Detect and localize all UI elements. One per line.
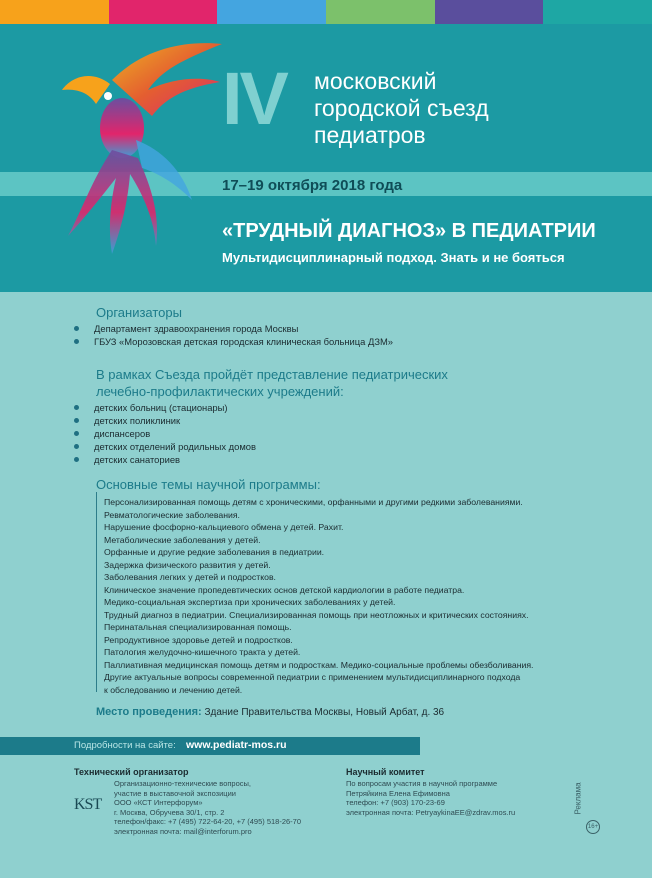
topics-list [104, 496, 533, 696]
list-item: Нарушение фосфорно-кальциевого обмена у детей. Рахит. [104, 522, 344, 532]
list-item: Задержка физического развития у детей. [104, 559, 271, 570]
advertising-mark [573, 772, 600, 838]
institutions-heading: В рамках Съезда пройдёт представление педиатрических лечебно-профилактических учреждений: [96, 367, 448, 399]
list-item: Метаболические заболевания у детей. [104, 534, 261, 545]
bullet-icon [74, 339, 79, 344]
website-label: Подробности на сайте: [74, 740, 176, 751]
tech-organizer-details: Организационно-технические вопросы, участие в выставочной экспозиции ООО «КСТ Интерфорум» г. Москва, Обручева 30/1, стр. 2 телефон/факс: +7 (495) 722-64-20, +7 (495) 518-26-70 электронная почта: mail@interforum.pro [114, 779, 302, 836]
list-item: ГБУЗ «Морозовская детская городская клиническая больница ДЗМ» [74, 335, 393, 348]
organizers-list [74, 322, 393, 348]
stripe [435, 0, 544, 24]
stripe [217, 0, 326, 24]
event-dates: 17–19 октября 2018 года [222, 177, 403, 194]
list-item: к обследованию и лечению детей. [104, 684, 243, 695]
kst-logo: KST [74, 796, 102, 813]
stripe [109, 0, 218, 24]
venue-label: Место проведения: [96, 706, 202, 718]
list-item: диспансеров [74, 427, 256, 440]
list-item: Ревматологические заболевания. [104, 509, 240, 520]
bullet-icon [74, 444, 79, 449]
topics-heading: Основные темы научной программы: [96, 477, 321, 492]
bullet-icon [74, 405, 79, 410]
website-link[interactable]: www.pediatr-mos.ru [186, 739, 287, 751]
website-bar [0, 737, 420, 755]
venue-value: Здание Правительства Москвы, Новый Арбат, д. 36 [204, 707, 445, 718]
list-item: Заболевания легких у детей и подростков. [104, 572, 276, 582]
list-item: детских санаториев [74, 453, 256, 466]
list-item: детских поликлиник [74, 414, 256, 427]
tech-organizer-heading: Технический организатор [74, 767, 189, 777]
stripe [326, 0, 435, 24]
congress-title [314, 68, 489, 149]
title-line: городской съезд [314, 95, 489, 121]
list-item: Паллиативная медицинская помощь детям и подросткам. Медико-социальные проблемы обезболивания. [104, 659, 534, 670]
list-item: детских больниц (стационары) [74, 401, 256, 414]
stripe [0, 0, 109, 24]
title-line: московский [314, 68, 437, 94]
sci-committee-heading: Научный комитет [346, 767, 425, 777]
institutions-list [74, 401, 256, 466]
list-item: Трудный диагноз в педиатрии. Специализированная помощь при неотложных и критических состояниях. [104, 609, 529, 620]
bullet-icon [74, 431, 79, 436]
organizers-heading: Организаторы [96, 305, 182, 320]
list-item: Орфанные и другие редкие заболевания в педиатрии. [104, 547, 325, 557]
list-item: Другие актуальные вопросы современной педиатрии с применением мультидисциплинарного подхода [104, 672, 521, 682]
ad-label: Реклама [573, 782, 583, 815]
list-item: Департамент здравоохранения города Москвы [74, 322, 393, 335]
list-item: Медико-социальная экспертиза при хронических заболеваниях у детей. [104, 597, 396, 607]
bullet-icon [74, 418, 79, 423]
congress-theme: «ТРУДНЫЙ ДИАГНОЗ» В ПЕДИАТРИИ [222, 220, 596, 242]
sci-committee-details: По вопросам участия в научной программе Петряйкина Елена Ефимовна телефон: +7 (903) 170-23-69 электронная почта: PetryaykinaEE@zdrav.mos.ru [346, 779, 516, 817]
bullet-icon [74, 326, 79, 331]
venue [96, 706, 444, 718]
list-item: Перинатальная специализированная помощь. [104, 622, 292, 632]
list-item: Репродуктивное здоровье детей и подростков. [104, 634, 293, 645]
bullet-icon [74, 457, 79, 462]
list-item: Персонализированная помощь детям с хроническими, орфанными и другими редкими заболеваниями. [104, 497, 523, 507]
stripe [543, 0, 652, 24]
phoenix-logo-icon [52, 40, 224, 260]
title-line: педиатров [314, 122, 426, 148]
list-item: детских отделений родильных домов [74, 440, 256, 453]
color-stripes [0, 0, 652, 24]
age-rating-badge: 16+ [586, 820, 600, 834]
edition-numeral: IV [222, 57, 286, 140]
list-item: Патология желудочно-кишечного тракта у детей. [104, 647, 301, 657]
congress-subtheme: Мультидисциплинарный подход. Знать и не бояться [222, 250, 565, 265]
list-item: Клиническое значение пропедевтических основ детской кардиологии в работе педиатра. [104, 584, 465, 595]
